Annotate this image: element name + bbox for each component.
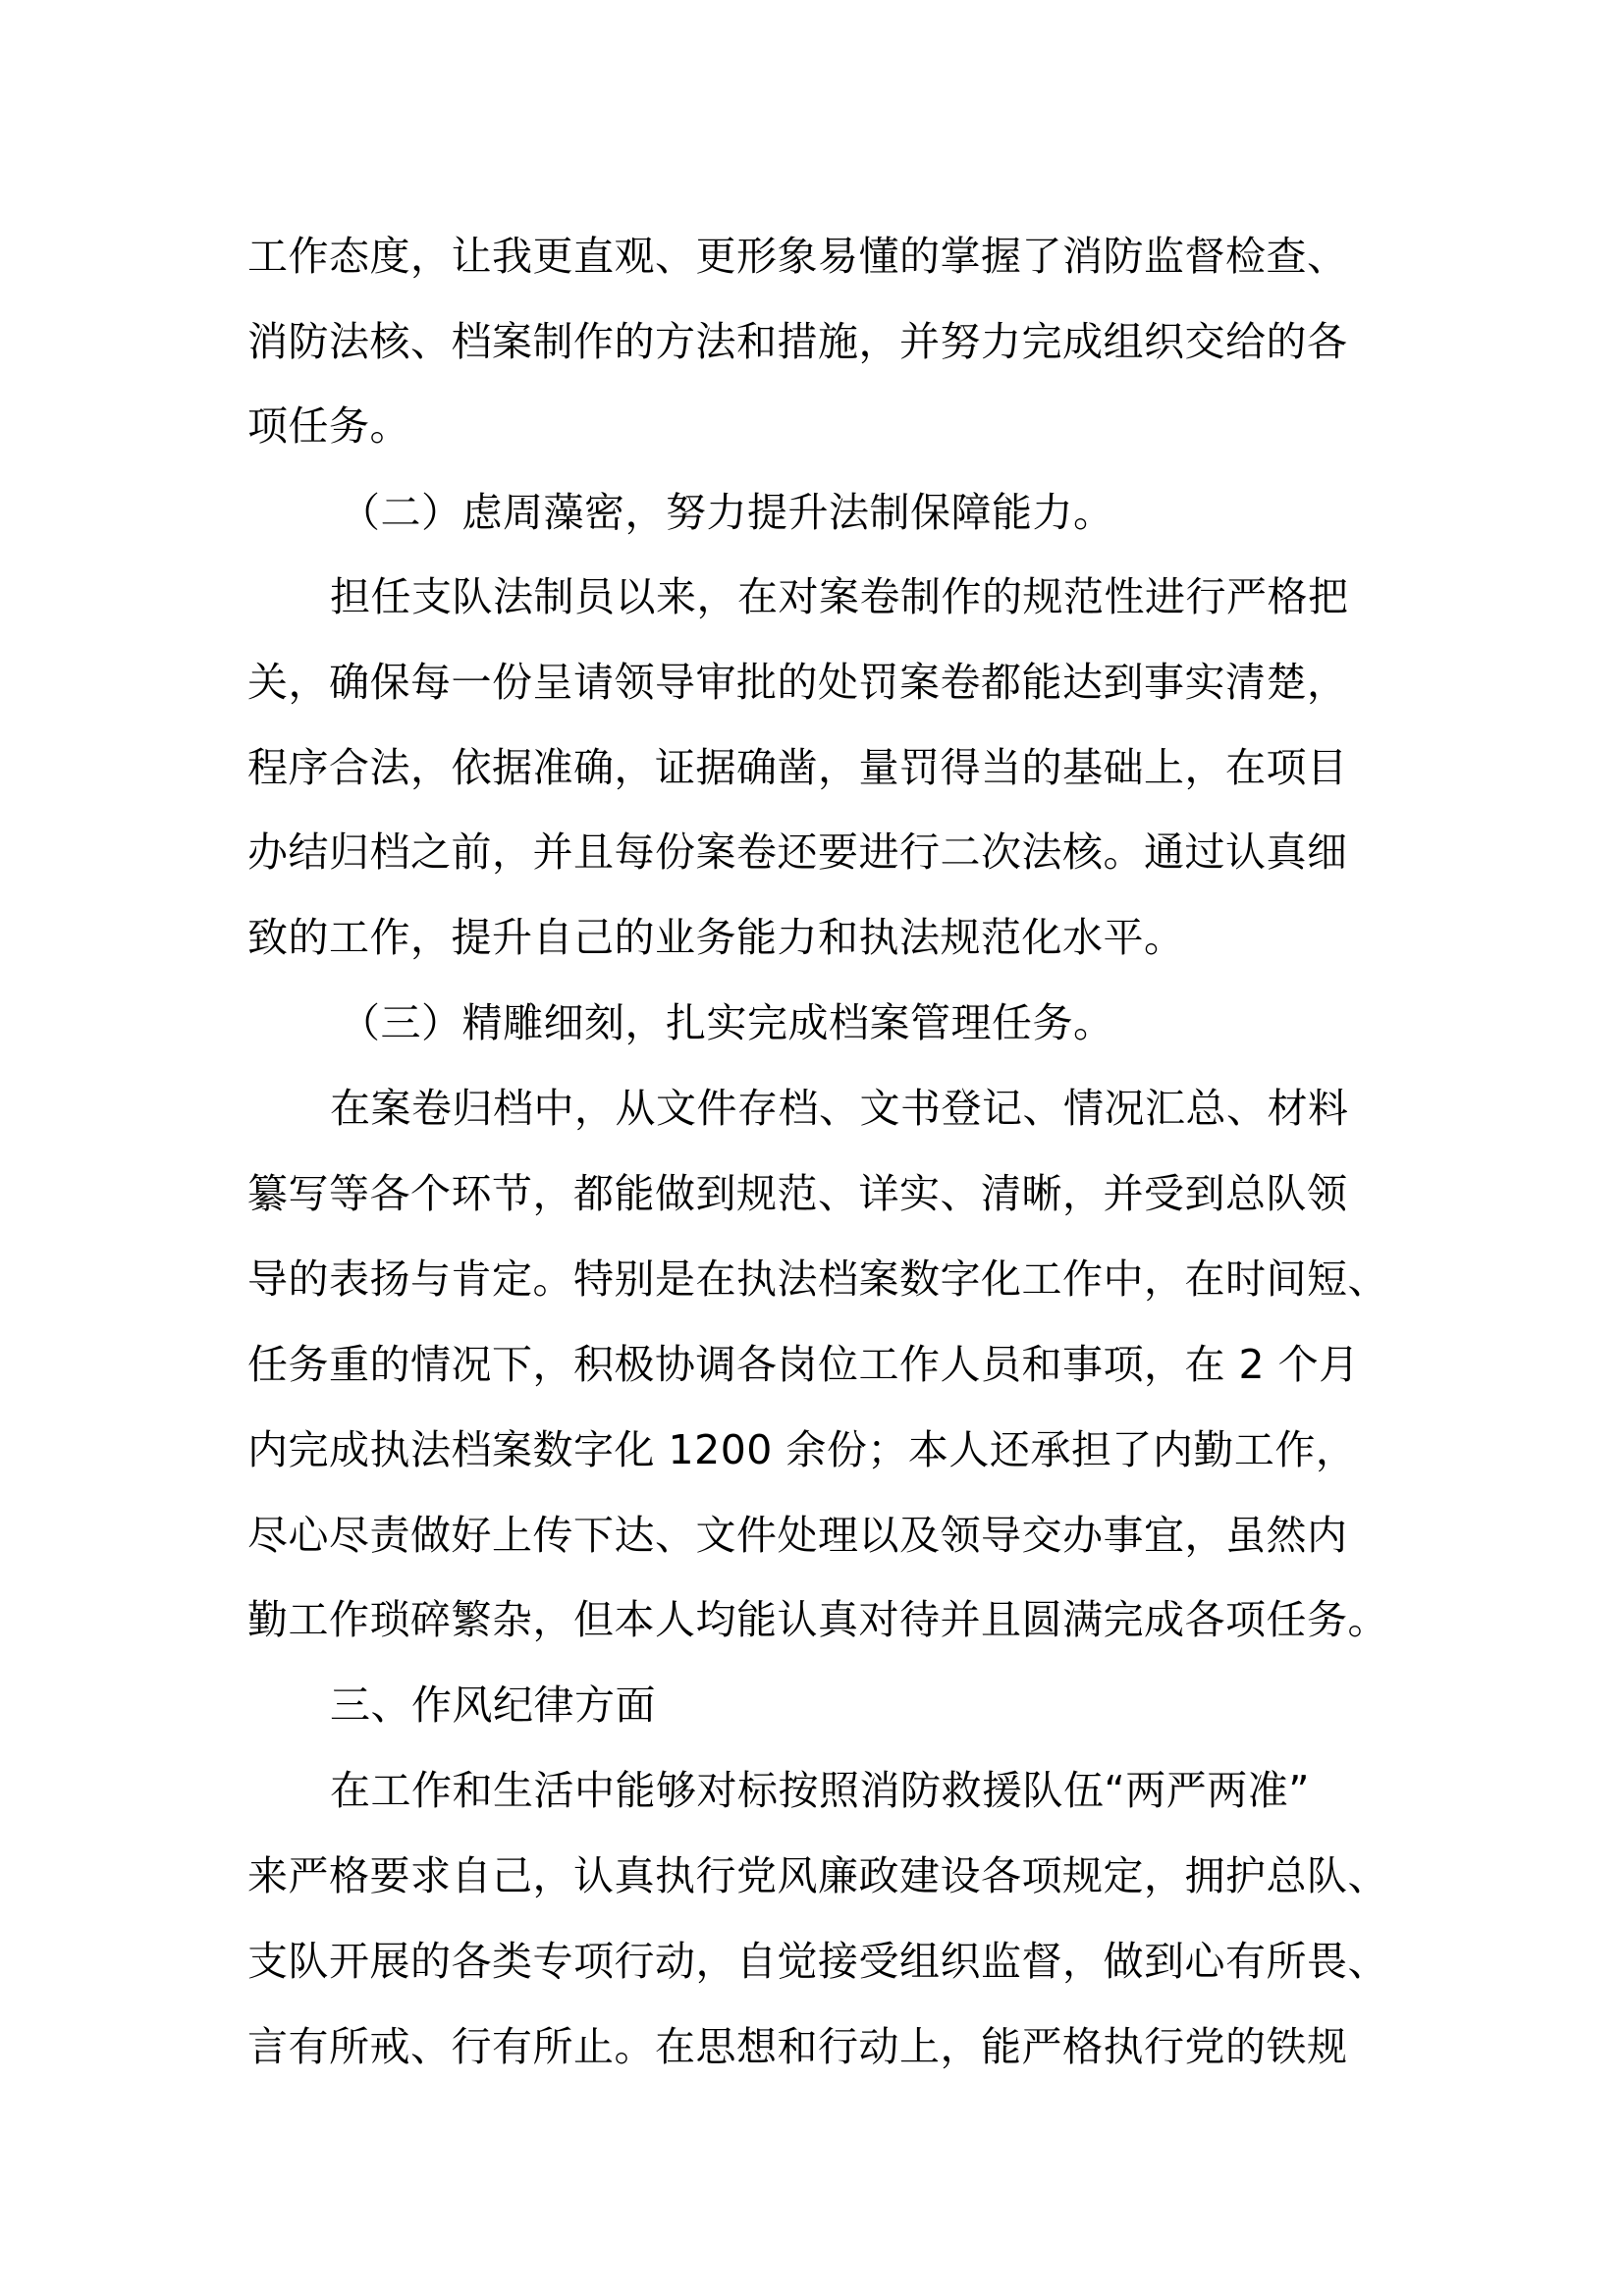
text-line: 办结归档之前，并且每份案卷还要进行二次法核。通过认真细 [247,828,1348,876]
text-line: 尽心尽责做好上传下达、文件处理以及领导交办事宜，虽然内 [247,1512,1348,1559]
text-line: 工作态度，让我更直观、更形象易懂的掌握了消防监督检查、 [247,233,1348,280]
text-line: 纂写等各个环节，都能做到规范、详实、清晰，并受到总队领 [247,1170,1348,1217]
section-heading: 三、作风纪律方面 [330,1682,656,1729]
text-line: 程序合法，依据准确，证据确凿，量罚得当的基础上，在项目 [247,744,1348,791]
text-line: 支队开展的各类专项行动，自觉接受组织监督，做到心有所畏、 [247,1938,1388,1985]
text-line: 勤工作琐碎繁杂，但本人均能认真对待并且圆满完成各项任务。 [247,1596,1388,1643]
text-line: 项任务。 [247,402,410,450]
text-line: 内完成执法档案数字化 1200 余份；本人还承担了内勤工作， [247,1426,1357,1473]
text-line: 来严格要求自己，认真执行党风廉政建设各项规定，拥护总队、 [247,1852,1388,1899]
text-line: 关，确保每一份呈请领导审批的处罚案卷都能达到事实清楚， [247,659,1348,706]
text-line: 在案卷归档中，从文件存档、文书登记、情况汇总、材料 [330,1085,1349,1132]
text-line: 消防法核、档案制作的方法和措施，并努力完成组织交给的各 [247,318,1348,365]
section-heading: （三）精雕细刻，扎实完成档案管理任务。 [340,999,1114,1046]
text-line: 言有所戒、行有所止。在思想和行动上，能严格执行党的铁规 [247,2023,1348,2070]
section-heading: （二）虑周藻密，努力提升法制保障能力。 [340,489,1114,536]
text-line: 在工作和生活中能够对标按照消防救援队伍“两严两准” [330,1767,1310,1814]
text-line: 导的表扬与肯定。特别是在执法档案数字化工作中，在时间短、 [247,1255,1388,1303]
text-line: 担任支队法制员以来，在对案卷制作的规范性进行严格把 [330,573,1349,620]
text-line: 任务重的情况下，积极协调各岗位工作人员和事项，在 2 个月 [247,1341,1360,1388]
text-line: 致的工作，提升自己的业务能力和执法规范化水平。 [247,914,1185,961]
